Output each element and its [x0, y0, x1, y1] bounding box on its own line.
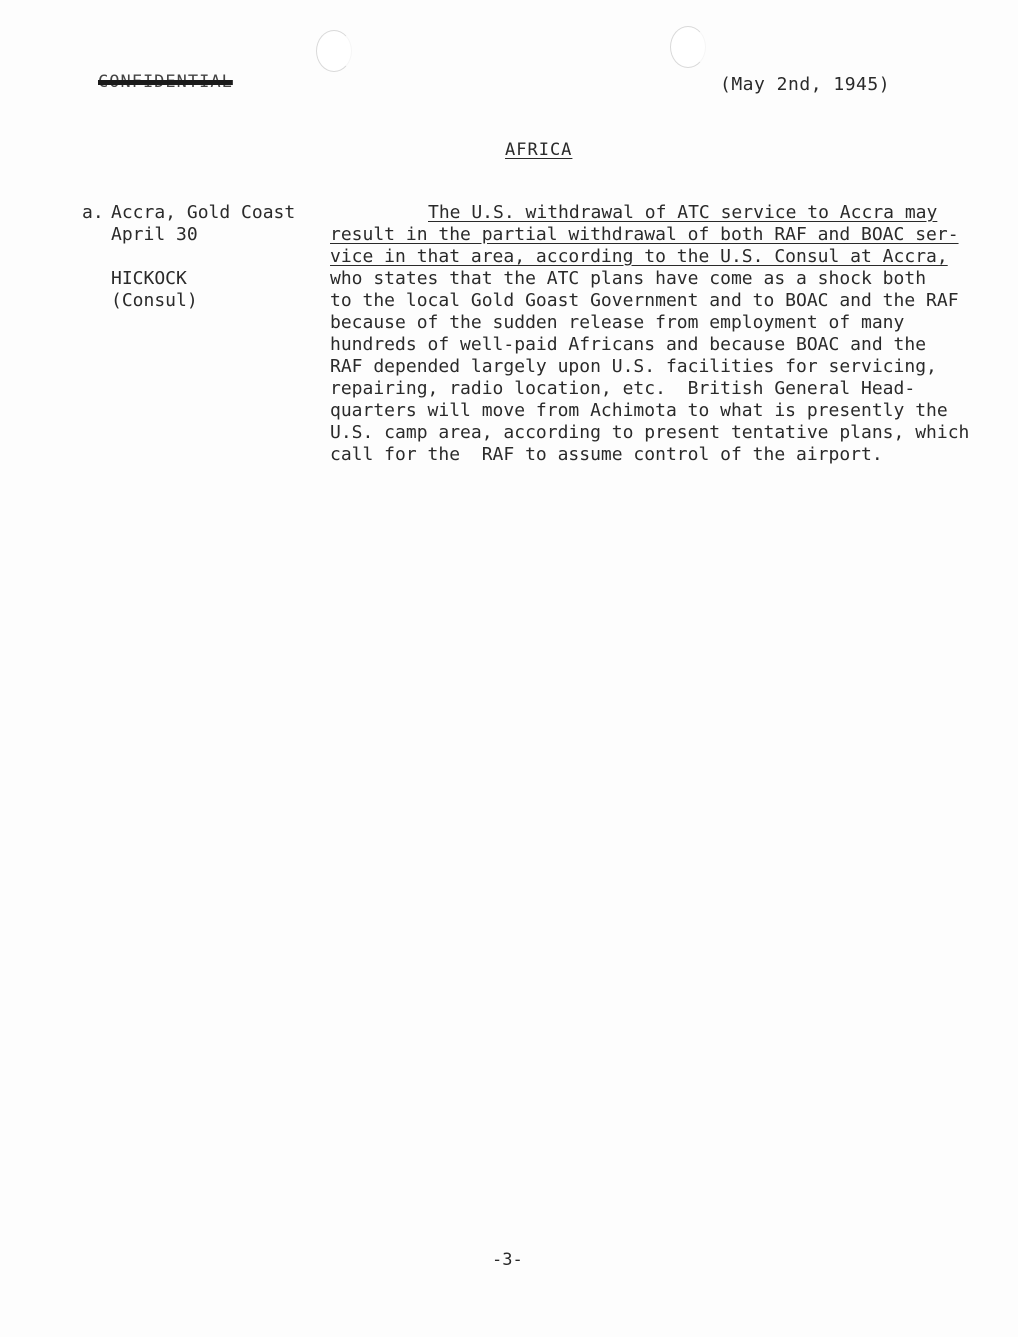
report-line-text: result in the partial withdrawal of both RAF and BOAC ser-	[330, 224, 959, 245]
source-block	[111, 202, 295, 312]
punch-hole-left	[316, 30, 352, 72]
report-line: who states that the ATC plans have come as a shock both	[330, 268, 927, 289]
section-title: AFRICA	[505, 140, 573, 160]
sender-name: HICKOCK	[111, 268, 187, 289]
report-text	[330, 202, 990, 466]
report-line: hundreds of well-paid Africans and because BOAC and the	[330, 334, 927, 355]
report-line-text: vice in that area, according to the U.S. Consul at Accra,	[330, 246, 948, 267]
sender-role: (Consul)	[111, 290, 198, 311]
report-line: to the local Gold Goast Government and to BOAC and the RAF	[330, 290, 959, 311]
report-line: because of the sudden release from employment of many	[330, 312, 905, 333]
report-line	[330, 202, 990, 224]
report-line	[330, 224, 990, 246]
classification-marking: CONFIDENTIAL	[98, 72, 233, 92]
source-date: April 30	[111, 224, 198, 245]
source-location: Accra, Gold Coast	[111, 202, 296, 223]
report-line	[330, 246, 990, 268]
page-number: -3-	[492, 1250, 523, 1270]
report-line: repairing, radio location, etc. British General Head-	[330, 378, 916, 399]
report-line: quarters will move from Achimota to what is presently the	[330, 400, 948, 421]
report-line: RAF depended largely upon U.S. facilities for servicing,	[330, 356, 937, 377]
document-date: (May 2nd, 1945)	[720, 74, 891, 95]
report-line-text: The U.S. withdrawal of ATC service to Accra may	[428, 202, 938, 223]
punch-hole-right	[670, 26, 706, 68]
item-letter: a.	[82, 202, 104, 223]
report-line: U.S. camp area, according to present tentative plans, which	[330, 422, 970, 443]
report-line: call for the RAF to assume control of the airport.	[330, 444, 883, 465]
